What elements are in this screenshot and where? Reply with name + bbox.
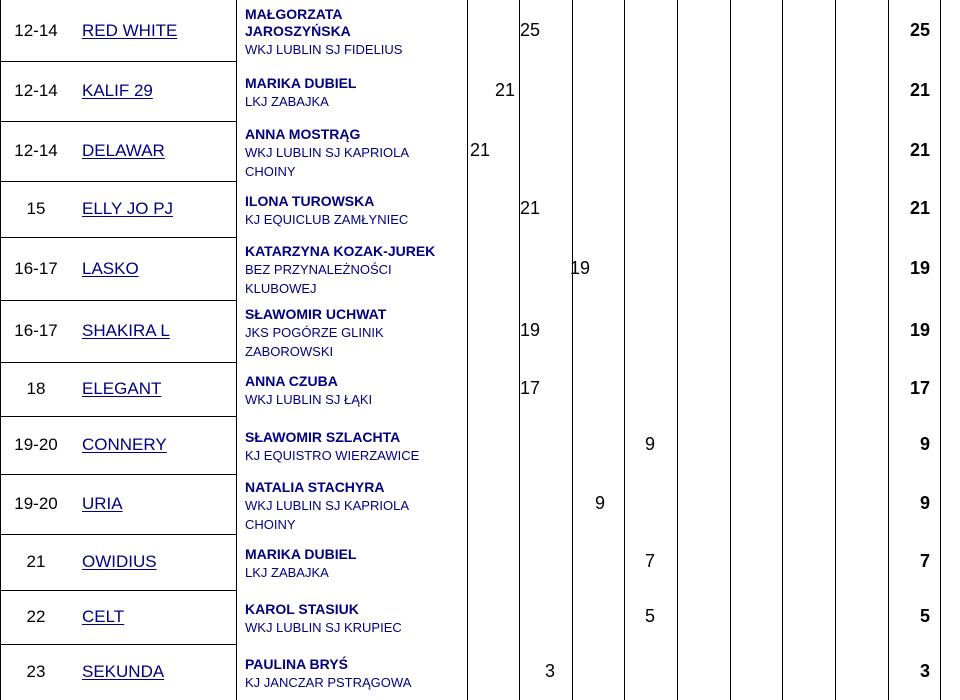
rider-name: KAROL STASIUK <box>245 601 359 617</box>
table-row <box>0 61 960 121</box>
rider-name: ANNA CZUBA <box>245 373 338 389</box>
horse-name-link[interactable]: DELAWAR <box>82 141 165 160</box>
place-cell: 19-20 <box>14 435 58 454</box>
club-name: CHOINY <box>245 516 296 532</box>
points-cell: 21 <box>495 80 516 100</box>
table-row <box>0 590 960 644</box>
rider-name: NATALIA STACHYRA <box>245 478 385 495</box>
points-cell: 25 <box>520 19 541 40</box>
total-points-cell: 21 <box>909 140 930 160</box>
club-name: ZABOROWSKI <box>245 343 334 359</box>
club-name: LKJ ZABAJKA <box>245 565 329 580</box>
club-name: CHOINY <box>245 163 296 179</box>
table-row <box>0 0 960 61</box>
club-name: WKJ LUBLIN SJ FIDELIUS <box>245 42 403 57</box>
total-points-cell: 17 <box>909 378 930 398</box>
table-row <box>0 237 960 300</box>
horse-name-link[interactable]: OWIDIUS <box>82 552 157 571</box>
total-points-cell: 9 <box>919 434 930 454</box>
rider-name: ANNA MOSTRĄG <box>245 125 361 142</box>
table-row <box>0 416 960 474</box>
club-name: KLUBOWEJ <box>245 281 317 296</box>
horse-name-link[interactable]: SHAKIRA L <box>82 321 170 340</box>
horse-name-link[interactable]: RED WHITE <box>82 20 178 40</box>
horse-name-link[interactable]: ELEGANT <box>82 379 162 398</box>
rider-name: PAULINA BRYŚ <box>245 656 348 672</box>
table-row <box>0 474 960 534</box>
table-row <box>0 362 960 416</box>
rider-name: MARIKA DUBIEL <box>245 75 357 91</box>
total-points-cell: 19 <box>909 320 930 340</box>
place-cell: 23 <box>26 662 46 681</box>
place-cell: 12-14 <box>14 20 58 40</box>
horse-name-link[interactable]: KALIF 29 <box>82 81 153 100</box>
total-points-cell: 25 <box>909 19 930 40</box>
points-cell: 17 <box>520 378 541 398</box>
place-cell: 22 <box>26 607 46 626</box>
place-cell: 12-14 <box>14 81 58 100</box>
horse-name-link[interactable]: URIA <box>82 494 123 513</box>
rider-name: KATARZYNA KOZAK-JUREK <box>245 243 436 259</box>
club-name: WKJ LUBLIN SJ KAPRIOLA <box>245 144 409 160</box>
points-cell: 7 <box>645 551 656 571</box>
club-name: KJ EQUICLUB ZAMŁYNIEC <box>245 212 409 227</box>
table-row <box>0 534 960 590</box>
place-cell: 16-17 <box>14 258 58 278</box>
points-cell: 21 <box>470 140 491 160</box>
table-row <box>0 121 960 181</box>
place-cell: 12-14 <box>14 141 58 160</box>
rider-name: SŁAWOMIR UCHWAT <box>245 305 387 322</box>
rider-name: MAŁGORZATA <box>245 6 343 22</box>
points-cell: 21 <box>520 198 541 218</box>
place-cell: 18 <box>26 379 46 398</box>
total-points-cell: 5 <box>919 606 930 626</box>
club-name: KJ JANCZAR PSTRĄGOWA <box>245 675 412 690</box>
club-name: KJ EQUISTRO WIERZAWICE <box>245 448 420 463</box>
points-cell: 19 <box>520 320 541 340</box>
place-cell: 16-17 <box>14 321 58 340</box>
rider-name: JAROSZYŃSKA <box>245 23 351 39</box>
total-points-cell: 3 <box>919 661 930 681</box>
points-cell: 5 <box>645 606 656 626</box>
total-points-cell: 19 <box>909 257 930 278</box>
points-cell: 9 <box>645 434 656 454</box>
total-points-cell: 7 <box>919 551 930 571</box>
total-points-cell: 9 <box>919 493 930 513</box>
club-name: WKJ LUBLIN SJ KRUPIEC <box>245 620 402 635</box>
club-name: BEZ PRZYNALEŻNOŚCI <box>245 262 392 277</box>
points-cell: 3 <box>545 661 556 681</box>
club-name: WKJ LUBLIN SJ ŁĄKI <box>245 392 373 407</box>
club-name: LKJ ZABAJKA <box>245 94 329 109</box>
total-points-cell: 21 <box>909 80 930 100</box>
points-cell: 9 <box>595 493 606 513</box>
place-cell: 21 <box>26 552 46 571</box>
table-row <box>0 181 960 237</box>
place-cell: 15 <box>26 199 46 218</box>
horse-name-link[interactable]: SEKUNDA <box>82 662 165 681</box>
table-row <box>0 644 960 700</box>
horse-name-link[interactable]: CELT <box>82 607 125 626</box>
horse-name-link[interactable]: LASKO <box>82 258 139 278</box>
club-name: WKJ LUBLIN SJ KAPRIOLA <box>245 497 409 513</box>
place-cell: 19-20 <box>14 494 58 513</box>
rider-name: MARIKA DUBIEL <box>245 546 357 562</box>
total-points-cell: 21 <box>909 198 930 218</box>
points-cell: 19 <box>570 257 591 278</box>
horse-name-link[interactable]: ELLY JO PJ <box>82 199 174 218</box>
rider-name: SŁAWOMIR SZLACHTA <box>245 429 401 445</box>
table-row <box>0 300 960 362</box>
club-name: JKS POGÓRZE GLINIK <box>245 324 384 340</box>
rider-name: ILONA TUROWSKA <box>245 193 375 209</box>
horse-name-link[interactable]: CONNERY <box>82 435 167 454</box>
